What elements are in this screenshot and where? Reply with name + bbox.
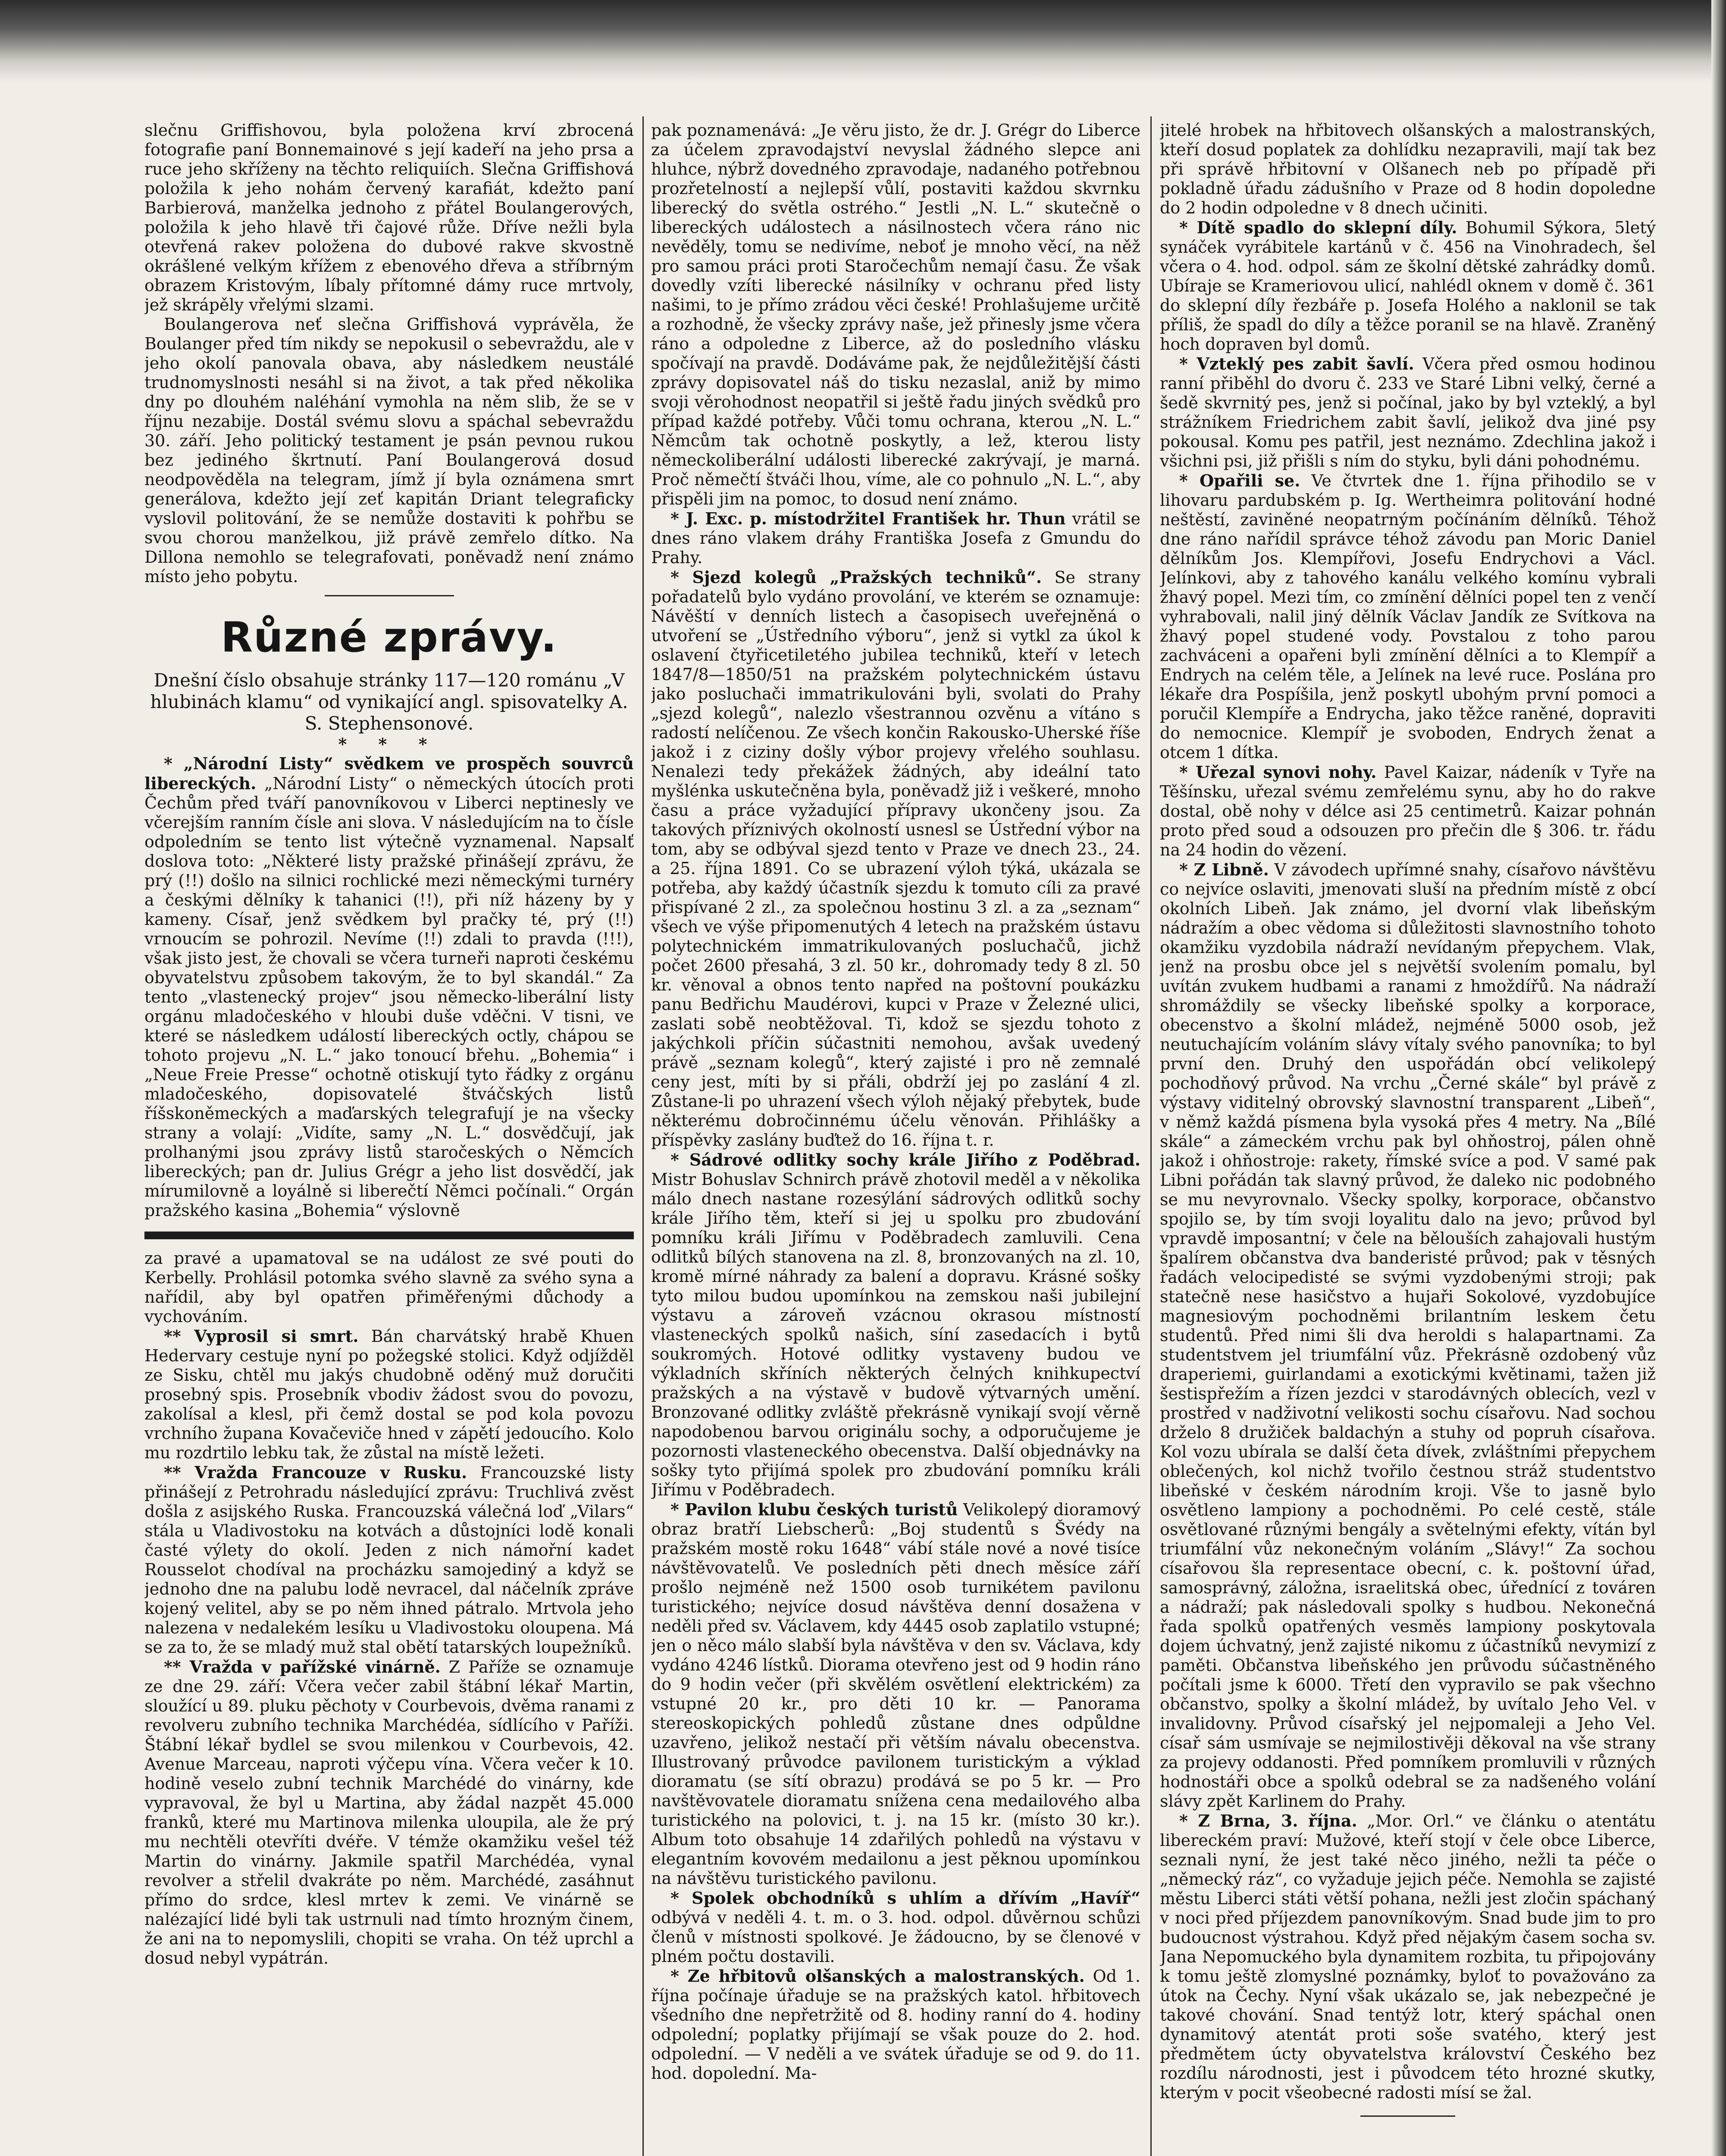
- scan-top-edge: [0, 0, 1726, 82]
- news-headline: * Sjezd kolegů „Pražských techniků“.: [670, 567, 1042, 587]
- news-item: [1160, 1811, 1656, 2103]
- article-text: jitelé hrobek na hřbitovech olšanských a malostranských, kteří dosud poplatek za dohlídku nezapravili, mají tak bez při správě hřbitovní v Olšanech neb po případě při pokladně úřadu zádušního v Praze od 8 hodin dopoledne do 2 hodin odpoledne v 8 dnech učiniti.: [1160, 121, 1656, 217]
- article-text: pak poznamenává: „Je věru jisto, že dr. J. Grégr do Liberce za účelem zpravodajství nevyslal žádného slepce ani hluhce, nýbrž dovedného zpravodaje, nadaného potřebnou prozřetelností a nejlepší vůlí, postaviti každou skvrnku liberecký do světla ostrého.“ Jestli „N. L.“ skutečně o libereckých událostech a násilnostech včera ráno nic nevěděly, tomu se nedivíme, neboť je mnoho věcí, na něž pro samou práci proti Staročechům nemají času. Že však dovedly vzíti liberecké násilníky v ochranu před listy našimi, to je přímo zrádou věci české! Prohlašujeme určitě a rozhodně, že všecky zprávy naše, jež přinesly jsme včera ráno a odpoledne z Liberce, až do posledního vlásku spočívají na pravdě. Dodáváme pak, že nejdůležitější části zprávy dopisovatel náš do tisku nezaslal, aniž by mimo svoji věrohodnost neopatřil si ještě řadu jiných svědků pro případ každé potřeby. Vůči tomu ochrana, kterou „N. L.“ Němcům tak ochotně poskytly, a lež, kterou listy německoliberální události liberecké zakrývají, je marná. Proč němečtí štváči lhou, víme, ale co pohnulo „N. L.“, aby přispěli jim na pomoc, to dosud není známo.: [651, 121, 1140, 508]
- column-divider: [1150, 116, 1152, 2156]
- news-body: Velikolepý dioramový obraz bratří Liebscherů: „Boj studentů s Švédy na pražském mostě roku 1648“ vábí stále nové a nové tisíce návštěvovatelů. Ve posledních pěti dnech měsíce září prošlo nejméně než 1500 osob turnikétem pavilonu turistického; nejvíce dosud návštěva denní dosažena v neděli před sv. Václavem, kdy 4445 osob zaplatilo vstupné; jen o něco málo slabší byla návštěva v den sv. Václava, kdy vydáno 4246 lístků. Diorama otevřeno jest od 9 hodin ráno do 9 hodin večer (při skvělém osvětlení elektrickém) za vstupné 20 kr., pro děti 10 kr. — Panorama stereoskopických pohledů zůstane dnes odpůldne uzavřeno, jelikož nestačí při větším návalu obecenstva. Illustrovaný průvodce pavilonem turistickým a výklad dioramatu (se sítí obrazu) prodává se po 5 kr. — Pro navštěvovatele dioramatu snížena cena medailového alba turistického na polovici, t. j. na 15 kr. (místo 30 kr.). Album toto obsahuje 14 zdařilých pohledů na výstavu v elegantním kovovém medailonu a jest pěknou upomínkou na návštěvu turistického pavilonu.: [651, 1500, 1140, 1888]
- section-title: Různé zprávy.: [221, 613, 558, 661]
- article-text: slečnu Griffishovou, byla položena krví zbrocená fotografie paní Bonnemainové s její kadeří na jeho prsa a ruce jeho skříženy na těchto reliquiích. Slečna Griffishová položila k jeho nohám červený karafiát, kdežto paní Barbierová, manželka jednoho z přátel Boulangerových, položila k jeho hlavě tři čajové růže. Dříve nežli byla otevřená rakev položena do dubové rakve skvostně okrášlené velkým křížem z ebenového dřeva a stříbrným obrazem Kristovým, líbaly přítomné dámy ruce mrtvoly, jež skrápěly vřelými slzami.: [144, 121, 634, 314]
- news-body: Pavel Kaizar, nádeník v Tyře na Těšínsku, uřezal svému zemřelému synu, aby ho do rakve dostal, obě nohy v délce asi 25 centimetrů. Kaizar pohnán proto před soud a odsouzen pro přečin dle § 306. tr. řádu na 24 hodin do vězení.: [1160, 763, 1656, 859]
- news-headline: * Pavilon klubu českých turistů: [670, 1500, 958, 1519]
- news-item: [144, 754, 634, 1220]
- news-headline: * J. Exc. p. místodržitel František hr. Thun: [670, 509, 1066, 528]
- news-item: [144, 1326, 634, 1463]
- news-item: [1160, 471, 1656, 762]
- news-item: [651, 1966, 1140, 2083]
- news-body: V závodech upřímné snahy, císařovo návštěvu co nejvíce oslaviti, jmenovati sluší na předním místě z obcí okolních Libeň. Jak známo, jel dvorní vlak libeňským nádražím a obec vědoma si důležitosti slavnostního tohoto okamžiku vyzdobila nádraží nevídaným přepychem. Vlak, jenž na prosbu obce jel s největší svolením pomalu, byl uvítán zvukem hudbami a ranami z hmoždířů. Na nádraží shromáždily se všecky libeňské spolky a korporace, obecenstvo a školní mládež, nejméně 5000 osob, jež neutuchajícím voláním slávy vítaly svého panovníka; to byl první den. Druhý den uspořádán obcí velikolepý pochodňový průvod. Na vrchu „Černé skále“ byl právě z výstavy viditelný obrovský slavnostní transparent „Libeň“, v němž každá písmena byla vysoká přes 4 metry. Na „Bílé skále“ a zámeckém vrchu pak byl ohňostroj, pálen ohně jakož i ohňostroje: rakety, římské svíce a pod. V samé pak Libni pořádán tak slavný průvod, že daleko nic podobného se mu nevyrovnalo. Všecky spolky, korporace, občanstvo spojilo se, by tím svoji loyalitu dalo na jevo; průvod byl vpravdě imposantní; v čele na bělouších zahajovali hustým špalírem občanstva dva banderisté průvod; pak v těsných řadách velocipedisté se svými vyzdobenými stroji; pak statečně nese hasičstvo a hujaři Sokolové, vyzdobujíce magnesiovým pochodněmi brilantním leskem četu studentů. Před nimi šli dva heroldi s halapartnami. Za studentstvem jel triumfální vůz. Překrásně ozdobený vůz draperiemi, guirlandami a exotickými květinami, tažen již šestispřežím a řízen jezdci v starodávných oblecích, vezl v prostřed v nadživotní velikosti sochu císařovu. Nad sochou drželo 8 družiček baldachýn a stuhy od popruh císařova. Kol vozu ubírala se další četa dívek, zvláštními přepychem oblečených, kol nichž tvořilo čestnou stráž studentstvo libeňské v českém národním kroji. Vše to jasně bylo osvětleno lampiony a pochodněmi. Po celé cestě, stále osvětlované různými bengály a světelnými efekty, vítán byl triumfální vůz nekonečným voláním „Slávy!“ Za sochou císařovou šla representace obecní, c. k. poštovní úřad, samosprávný, záložna, israelitská obec, úřednící z továren a nádraží; pak následovali spolky s hudbou. Nekonečná řada spolků opatřených vesměs lampiony poskytovala dojem úchvatný, jenž zajisté nikomu z účastníků nevymizí z paměti. Občanstva libeňského jen průvodu súčastněného počítali jsme k 6000. Třetí den vypravilo se pak všechno občanstvo, spolky a školní mládež, by uvítalo Jeho Vel. v invalidovny. Průvod císařský jel nejpomaleji a Jeho Vel. císař sám usmívaje se nejmilostivěji děkoval na vše strany za projevy oddanosti. Před pomníkem promluvili v různých hodnostáři obce a spolků odebral se za nadšeného volání slávy zpět Karlinem do Prahy.: [1160, 860, 1656, 1811]
- news-item: [1160, 354, 1656, 471]
- news-body: Se strany pořadatelů bylo vydáno provolání, ve kterém se oznamuje: Návěští v denních listech a časopisech uveřejněná o utvoření se „Ústředního výboru“, jenž si vytkl za úkol k oslavení čtyřicetiletého jubilea techniků, kteří v letech 1847/8—1850/51 na pražském polytechnickém ústavu jako posluchači immatrikulováni byli, svolati do Prahy „sjezd kolegů“, nalezlo všestrannou ozvěnu a vítáno s radostí nelíčenou. Ze všech končin Rakousko-Uherské říše jakož i z ciziny došly výbor projevy vřelého souhlasu. Nenalezi tedy překážek žádných, aby ideální tato myšlénka uskutečněna byla, poněvadž již i veškeré, mnoho času a práce vyžadující přípravy ukončeny jsou. Za takových příznivých okolností usnesl se Ústřední výbor na tom, aby se odbýval sjezd tento v Praze ve dnech 23., 24. a 25. října 1891. Co se ubrazení výloh týká, ukázala se potřeba, aby každý účastník sjezdu k tomuto cíli za pravé přispívané 2 zl., za společnou hostinu 3 zl. a za „seznam“ všech ve výše připomenutých 4 letech na pražském ústavu polytechnickém immatrikulovaných posluchačů, jichž počet 2600 přesahá, 3 zl. 50 kr., dohromady tedy 8 zl. 50 kr. věnoval a obnos tento napřed na poštovní poukázku panu Bedřichu Maudérovi, kupci v Praze v Železné ulici, zaslati sobě neobtěžoval. Ti, kdož se sjezdu tohoto z jakýchkoli příčin súčastniti nemohou, avšak uvedený právě „seznam kolegů“, který zajisté i pro ně zemnalé ceny jest, míti by si přáli, obdrží jej po zaslání 4 zl. Zůstane-li po uhrazení všech výloh nějaký přebytek, bude některému dobročinnému účelu věnován. Přihlášky a příspěvky zaslány buďtež do 16. října t. r.: [651, 568, 1140, 1150]
- news-item: [651, 567, 1140, 1150]
- news-headline: ** Vražda Francouze v Rusku.: [164, 1463, 467, 1482]
- news-headline: * Z Libně.: [1179, 860, 1269, 879]
- heavy-rule: [144, 1232, 634, 1239]
- news-headline: ** Vyprosil si smrt.: [164, 1326, 359, 1346]
- column-divider: [642, 116, 644, 2156]
- news-body: Bán charvátský hrabě Khuen Hedervary cestuje nyní po požegské stolici. Když odjížděl ze Sisku, chtěl mu jakýs chudobně oděný muž doručiti prosebný spis. Prosebník vbodiv žádost svou do povozu, zakolísal a klesl, při čemž dostal se pod kola povozu vrchního župana Kovačeviče hned v zápětí jedoucího. Kolo mu rozdrtilo lebku tak, že zůstal na místě ležeti.: [144, 1327, 634, 1462]
- column-1: [144, 121, 634, 2156]
- column-3: [1160, 121, 1656, 2156]
- news-item: [144, 1657, 634, 1968]
- news-item: [651, 1500, 1140, 1888]
- news-item: [651, 509, 1140, 567]
- news-body: Mistr Bohuslav Schnirch právě zhotovil meděl a v několika málo dnech nastane rozesýlání sádrových odlitků sochy krále Jiřího těm, kteří si jej u spolku pro zbudování pomníku králi Jiřímu v Poděbradech zamluvili. Cena odlitků bílých stanovena na zl. 8, bronzovaných na zl. 10, kromě mírné náhrady za balení a dopravu. Krásné sošky tyto milou budou upomínkou na zemskou naši jubilejní výstavu a zároveň vzácnou okrasou místností vlasteneckých spolků našich, síní zasedacích i bytů soukromých. Hotové odlitky vystaveny budou ve výkladních skříních některých čelných knihkupectví pražských a na výstavě v budově výtvarných umění. Bronzované odlitky zvláště překrásně vynikají svojí věrně napodobenou barvou originálu sochy, a odporučujeme je pozornosti vlasteneckého obecenstva. Další objednávky na sošky tyto přijímá spolek pro zbudování pomníku králi Jiřímu v Poděbradech.: [651, 1170, 1140, 1499]
- news-item: [651, 1888, 1140, 1966]
- news-item: [144, 1463, 634, 1657]
- news-item: [1160, 860, 1656, 1811]
- separator-stars: * * *: [338, 734, 440, 754]
- news-headline: * Ze hřbitovů olšanských a malostranských.: [670, 1966, 1085, 1986]
- news-item: [651, 1150, 1140, 1500]
- news-headline: * Sádrové odlitky sochy krále Jiřího z Poděbrad.: [670, 1150, 1140, 1169]
- news-headline: * Spolek obchodníků s uhlím a dřívím „Havíř“: [670, 1888, 1140, 1908]
- news-body: Bohumil Sýkora, 5letý synáček vyrábitele kartánů v č. 456 na Vinohradech, šel včera o 4. hod. odpol. sám ze školní dětské zahrádky domů. Ubíraje se Krameriovou ulicí, nahlédl oknem v domě č. 361 do sklepní díly řezbáře p. Josefa Holého a naklonil se tak příliš, že spadl do díly a těžce poranil se na hlavě. Zraněný hoch dopraven byl domů.: [1160, 218, 1656, 354]
- news-headline: ** Vražda v pařížské vinárně.: [164, 1657, 441, 1677]
- scan-right-edge: [1711, 0, 1726, 2156]
- article-text: Boulangerova neť slečna Griffishová vyprávěla, že Boulanger před tím nikdy se nepokusil o sebevraždu, ale v jeho okolí panovala obava, aby následkem neustálé trudnomyslnosti nesáhl si na život, a tak před několika dny po dlouhém naléhání vymohla na něm slib, že se v říjnu nezabije. Dostál svému slovu a spáchal sebevraždu 30. září. Jeho politický testament je psán pevnou rukou bez jediného škrtnutí. Paní Boulangerová dosud neodpověděla na telegram, jímž jí byla oznámena smrt generálova, kdežto její zeť kapitán Driant telegraficky vyslovil politování, že se nemůže dostaviti k pohřbu se svou chorou manželkou, již právě zemřelo dítko. Na Dillona nemohlo se telegrafovati, poněvadž není známo místo jeho pobytu.: [144, 315, 634, 586]
- news-headline: * Vzteklý pes zabit šavlí.: [1179, 354, 1414, 373]
- news-headline: * Uřezal synovi nohy.: [1179, 762, 1377, 782]
- news-headline: * Dítě spadlo do sklepní díly.: [1179, 218, 1457, 237]
- news-body: „Mor. Orl.“ ve článku o atentátu libereckém praví: Mužové, kteří stojí v čele obce Liberce, seznali nyní, že jest také něco jiného, nežli ta péče o „německý ráz“, co vyžaduje jejich péče. Nemohla se zajisté městu Liberci státi větší pohana, nežli jest zločin spáchaný v noci před příjezdem panovníkovým. Snad bude jim to pro budoucnost výstrahou. Když před nějakým časem socha sv. Jana Nepomuckého byla dynamitem rozbita, tu připojovány k tomu ještě zlomyslné poznámky, byloť to považováno za útok na Čechy. Nyní však ukázalo se, jak nebezpečné je takové chování. Snad tentýž lotr, který spáchal onen dynamitový atentát proti soše svatého, který jest předmětem úcty obyvatelstva království Českého bez rozdílu národnosti, jest i původcem této hrozné skutky, kterým v pocit všeobecné radosti mísí se žal.: [1160, 1811, 1656, 2102]
- news-body: Francouzské listy přinášejí z Petrohradu následující zprávu: Truchlivá zvěst došla z asijského Ruska. Francouzská válečná loď „Vilars“ stála u Vladivostoku na kotvách a důstojníci lodě konali časté výlety do okolí. Jeden z nich námořní kadet Rousselot chodíval na procházku samojediný a když se jednoho dne na palubu lodě nevracel, dal náčelník zpráve kojený velitel, aby se po něm ihned pátralo. Mrtvola jeho nalezena v nedalekém lesíku u Vladivostoku oloupena. Má se za to, že se mladý muž stal obětí tatarských loupežníků.: [144, 1463, 634, 1657]
- news-headline: * Opařili se.: [1179, 471, 1300, 490]
- article-text: za pravé a upamatoval se na událost ze své pouti do Kerbelly. Prohlásil potomka svého slavně za svého syna a nařídil, aby byl opatřen přiměřenými důchody a vychováním.: [144, 1249, 634, 1326]
- news-headline: * Z Brna, 3. října.: [1179, 1811, 1357, 1830]
- news-body: Od 1. října počínaje úřaduje se na pražských katol. hřbitovech všedního dne nepřetržitě od 8. hodiny ranní do 4. hodiny odpolední; poplatky přijímají se však pouze do 2. hod. odpolední. — V neděli a ve svátek úřaduje se od 9. do 11. hod. dopolední. Ma-: [651, 1967, 1140, 2083]
- news-item: [1160, 762, 1656, 860]
- news-body: Včera před osmou hodinou ranní přiběhl do dvoru č. 233 ve Staré Libni velký, černé a šedě skvrnitý pes, jenž si počínal, jako by byl vzteklý, a byl strážníkem Friedrichem zabit šavlí, jelikož dva jiné psy pokousal. Komu pes patřil, jest neznámo. Zdechlina jakož i všichni psi, již přišli s ním do styku, byli dáni pohodnému.: [1160, 354, 1656, 470]
- section-divider: [325, 595, 454, 596]
- news-body: vrátil se dnes ráno vlakem dráhy Františka Josefa z Gmundu do Prahy.: [651, 509, 1140, 567]
- news-headline: * „Národní Listy“ svědkem ve prospěch souvrců libereckých.: [144, 754, 634, 793]
- column-2: [651, 121, 1140, 2156]
- end-rule: [1360, 2115, 1455, 2117]
- news-body: Ve čtvrtek dne 1. října přihodilo se v lihovaru pardubském p. Ig. Wertheimra politování hodné neštěstí, zaviněné neopatrným počínáním dělníků. Téhož dne ráno nařídil správce téhož závodu pan Moric Daniel dělníkům Jos. Klempířovi, Josefu Endrychovi a Václ. Jelínkovi, aby z tahového kanálu velkého komínu vybrali žhavý popel. Mezi tím, co zmínění dělníci popel ten z venčí vyhrabovali, nalil jiný dělník Václav Jandík ze Svítkova na žhavý popel studené vody. Povstalou z toho parou zachváceni a opařeni byli zmínění dělníci a to Klempíř a Endrych na celém těle, a Jelínek na levé ruce. Poslána pro lékaře dra Pospíšila, jenž poskytl ubohým první pomoci a poručil Klempíře a Endrycha, jako těžce raněné, dopraviti do nemocnice. Klempíř je svoboden, Endrych ženat a otcem 1 dítka.: [1160, 471, 1656, 762]
- novel-notice: Dnešní číslo obsahuje stránky 117—120 románu „V hlubinách klamu“ od vynikající angl. spisovatelky A. S. Stephensonové.: [150, 670, 628, 734]
- news-body: Z Paříže se oznamuje ze dne 29. září: Včera večer zabil štábní lékař Martin, sloužící u 89. pluku pěchoty v Courbevois, dvěma ranami z revolveru zubního technika Marchédéa, sídlícího v Paříži. Štábní lékař bydlel se svou milenkou v Courbevois, 42. Avenue Marceau, naproti výčepu vína. Včera večer k 10. hodině veselo zubní technik Marchédé do vinárny, kde vypravoval, že byl u Martina, aby žádal nazpět 45.000 franků, které mu Martinova milenka uloupila, ale že prý mu nechtěli otevříti dvéře. V témže okamžiku vešel též Martin do vinárny. Jakmile spatřil Marchédéa, vynal revolver a střelil dvakráte po něm. Marchédé, zasáhnut přímo do srdce, klesl mrtev k zemi. Ve vinárně se nalézající lidé byli tak ustrnuli nad tímto hrozným činem, že ani na to nepomyslili, chopiti se vraha. On též uprchl a dosud nebyl vypátrán.: [144, 1658, 634, 1968]
- news-body: odbývá v neděli 4. t. m. o 3. hod. odpol. důvěrnou schůzi členů v místnosti spolkové. Je žádoucno, by se členové v plném počtu dostavili.: [651, 1908, 1140, 1966]
- news-body: „Národní Listy“ o německých útocích proti Čechům před tváří panovníkovou v Liberci neptinesly ve včerejším ranním čísle ani slova. V následujícím na to čísle odpoledním se tento list výtečně vyznamenal. Napsalť doslova toto: „Některé listy pražské přinášejí zprávu, že prý (!!) došlo na silnici rochlické mezi německými turnéry a českými dělníky k tahanici (!!), při níž házeny by y kameny. Císař, jenž svědkem byl pračky té, prý (!!) vrnoucím se pohrozil. Nevíme (!!) zdali to pravda (!!!), však jisto jest, že chovali se včera turneři naproti českému obyvatelstvu způsobem takovým, že to byl skandál.“ Za tento „vlastenecký projev“ jsou německo-liberální listy orgánu mladočeského v hloubi duše vděčni. V tisni, ve které se následkem událostí libereckých octly, chápou se tohoto projevu „N. L.“ jako tonoucí břehu. „Bohemia“ i „Neue Freie Presse“ ochotně otiskují tyto řádky z orgánu mladočeského, dopisovatelé štváčských listů říšskoněmeckých a maďarských telegrafují je na všecky strany a volají: „Vidíte, samy „N. L.“ dosvědčují, jak prolhanými jsou zprávy listů staročeských o Němcích libereckých; pan dr. Julius Grégr a jeho list dosvědčí, jak mírumilovně a loyálně si liberečtí Němci počínali.“ Orgán pražského kasina „Bohemia“ výslovně: [144, 774, 634, 1220]
- news-item: [1160, 218, 1656, 354]
